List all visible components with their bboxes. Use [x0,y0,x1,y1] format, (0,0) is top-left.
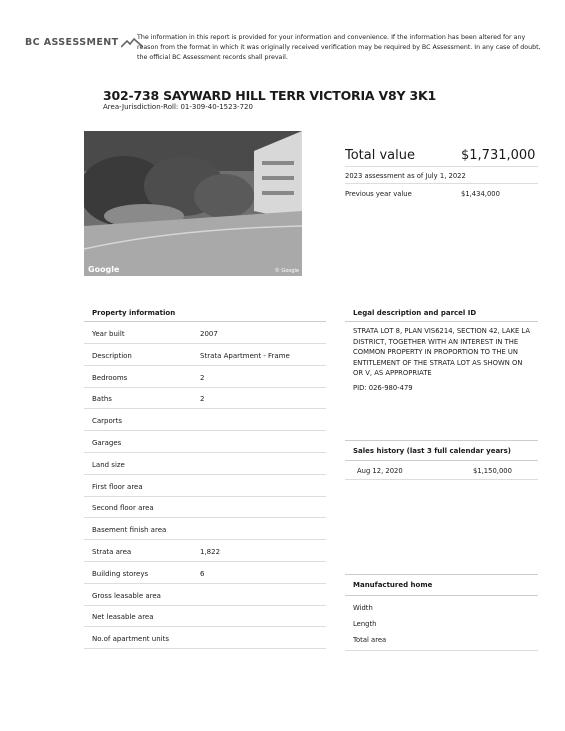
property-row-label: Year built [92,330,125,338]
divider [345,440,538,441]
row-divider [84,343,326,344]
previous-year-label: Previous year value [345,190,412,198]
property-address: 302-738 SAYWARD HILL TERR VICTORIA V8Y 3K1 [103,88,436,103]
google-copyright: © Google [274,268,299,274]
property-row-label: Gross leasable area [92,592,161,600]
row-divider [84,496,326,497]
property-row-label: Carports [92,417,123,425]
property-row-label: Basement finish area [92,526,167,534]
divider [345,574,538,575]
divider [345,183,538,184]
property-row-label: Baths [92,395,112,403]
total-value-label: Total value [345,148,416,163]
property-row-label: First floor area [92,483,143,491]
row-divider [84,408,326,409]
street-view-image [84,131,302,276]
legal-description-text [353,326,545,379]
row-divider [84,626,326,627]
row-divider [84,583,326,584]
sale-date: Aug 12, 2020 [357,467,403,475]
property-row-value: Strata Apartment - Frame [200,352,290,360]
property-row-value: 1,822 [200,548,221,556]
divider [345,460,538,461]
property-row-label: Net leasable area [92,613,154,621]
sales-history-heading: Sales history (last 3 full calendar years) [353,447,511,455]
assessment-date-note: 2023 assessment as of July 1, 2022 [345,172,466,180]
property-row-label: Second floor area [92,504,154,512]
manufactured-total-area-label: Total area [353,636,387,644]
property-row-label: Building storeys [92,570,149,578]
legal-line: ENTITLEMENT OF THE STRATA LOT AS SHOWN ON [353,358,523,367]
street-view-photo [84,131,302,276]
divider [345,321,538,322]
property-row-value: 2 [200,395,205,403]
property-row-label: Bedrooms [92,374,128,382]
property-row-value: 2 [200,374,205,382]
legal-line: STRATA LOT 8, PLAN VIS6214, SECTION 42, LAKE LA [353,327,531,335]
legal-line: OR V, AS APPROPRIATE [353,369,432,377]
divider [345,166,538,167]
disclaimer-text: The information in this report is provided for your information and convenience. If the information has been altered for any reason from the format in which it was originally received verification may be required by BC Assessment. In any case of doubt, the official BC Assessment records shall prevail. [137,34,541,61]
row-divider [84,365,326,366]
roll-number: Area-Jurisdiction-Roll: 01-309-40-1523-720 [103,103,253,111]
row-divider [84,561,326,562]
row-divider [84,474,326,475]
logo-text: BC ASSESSMENT [25,37,119,48]
sale-price: $1,150,000 [473,467,512,475]
legal-description-heading: Legal description and parcel ID [353,309,477,317]
row-divider [84,452,326,453]
manufactured-length-label: Length [353,620,377,628]
manufactured-home-heading: Manufactured home [353,581,433,589]
previous-year-value: $1,434,000 [461,190,500,198]
row-divider [84,605,326,606]
divider [345,650,538,651]
property-row-label: No.of apartment units [92,635,169,643]
row-divider [84,648,326,649]
manufactured-width-label: Width [353,604,373,612]
legal-line: DISTRICT, TOGETHER WITH AN INTEREST IN THE [353,337,519,346]
legal-line: COMMON PROPERTY IN PROPORTION TO THE UN [353,348,518,356]
property-row-label: Garages [92,439,122,447]
row-divider [84,430,326,431]
row-divider [84,539,326,540]
row-divider [84,517,326,518]
total-value-amount: $1,731,000 [461,148,536,163]
divider [84,321,326,322]
google-logo: Google [88,265,120,274]
parcel-id: PID: 026-980-479 [353,384,413,392]
row-divider [84,387,326,388]
property-information-heading: Property information [92,309,176,317]
property-row-label: Strata area [92,548,132,556]
property-row-label: Description [92,352,132,360]
bc-assessment-logo [25,37,143,48]
property-row-label: Land size [92,461,125,469]
divider [345,595,538,596]
divider [345,479,538,480]
property-row-value: 2007 [200,330,218,338]
property-row-value: 6 [200,570,205,578]
